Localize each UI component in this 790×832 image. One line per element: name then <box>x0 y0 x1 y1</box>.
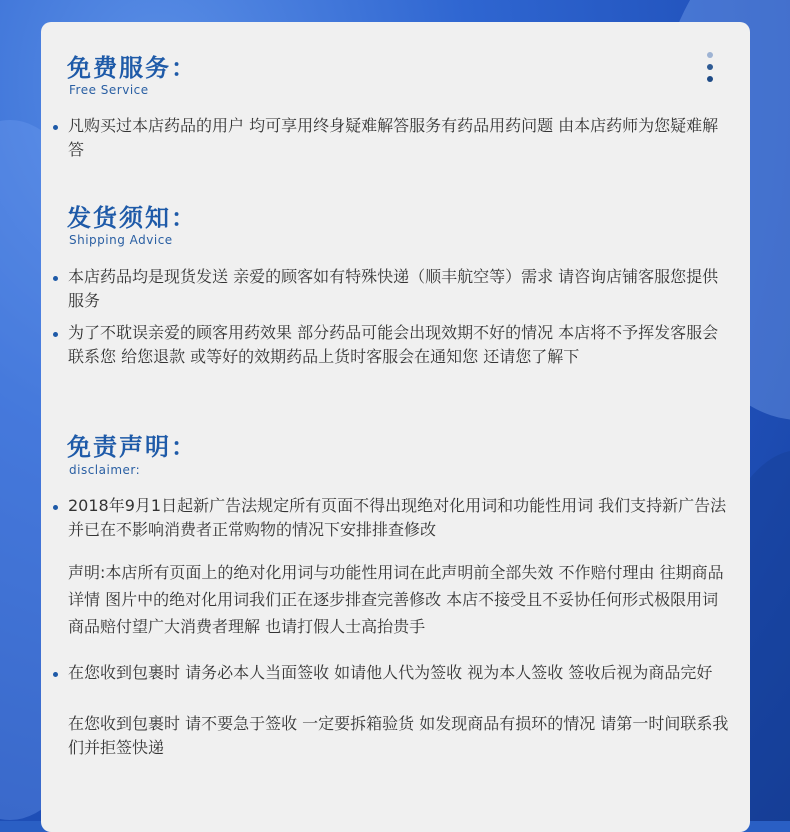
list-item <box>53 661 733 685</box>
bullet-icon <box>53 125 58 130</box>
bullet-icon <box>53 505 58 510</box>
bullet-icon <box>53 276 58 281</box>
list-item <box>53 114 733 162</box>
list-item-text: 本店药品均是现货发送 亲爱的顾客如有特殊快递（顺丰航空等）需求 请咨询店铺客服您提供服务 <box>68 267 719 310</box>
list-item <box>53 321 733 369</box>
vertical-dots-icon[interactable] <box>705 52 715 88</box>
bullet-icon <box>53 672 58 677</box>
shipping-title: 发货须知： <box>67 204 197 232</box>
free-service-title: 免费服务： <box>67 54 197 82</box>
list-item <box>53 494 733 542</box>
disclaimer-statement: 声明:本店所有页面上的绝对化用词与功能性用词在此声明前全部失效 不作赔付理由 往期商品详情 图片中的绝对化用词我们正在逐步排查完善修改 本店不接受且不妥协任何形式极限用词 商品赔付望广大消费者理解 也请打假人士高抬贵手 <box>68 563 724 636</box>
bullet-icon <box>53 332 58 337</box>
free-service-subtitle: Free Service <box>69 83 149 97</box>
list-item-text: 在您收到包裹时 请务必本人当面签收 如请他人代为签收 视为本人签收 签收后视为商品完好 <box>68 663 713 682</box>
list-item-text: 凡购买过本店药品的用户 均可享用终身疑难解答服务有药品用药问题 由本店药师为您疑难解答 <box>68 116 719 159</box>
info-card <box>41 22 750 832</box>
disclaimer-subtitle: disclaimer: <box>69 463 141 477</box>
list-item-text: 在您收到包裹时 请不要急于签收 一定要拆箱验货 如发现商品有损环的情况 请第一时间联系我们并拒签快递 <box>68 714 729 757</box>
disclaimer-title: 免责声明： <box>67 433 197 461</box>
shipping-subtitle: Shipping Advice <box>69 233 173 247</box>
list-item-text: 为了不耽误亲爱的顾客用药效果 部分药品可能会出现效期不好的情况 本店将不予挥发客服会联系您 给您退款 或等好的效期药品上货时客服会在通知您 还请您了解下 <box>68 323 719 366</box>
list-item-text: 2018年9月1日起新广告法规定所有页面不得出现绝对化用词和功能性用词 我们支持新广告法 并已在不影响消费者正常购物的情况下安排排查修改 <box>68 496 727 539</box>
list-item <box>53 265 733 313</box>
